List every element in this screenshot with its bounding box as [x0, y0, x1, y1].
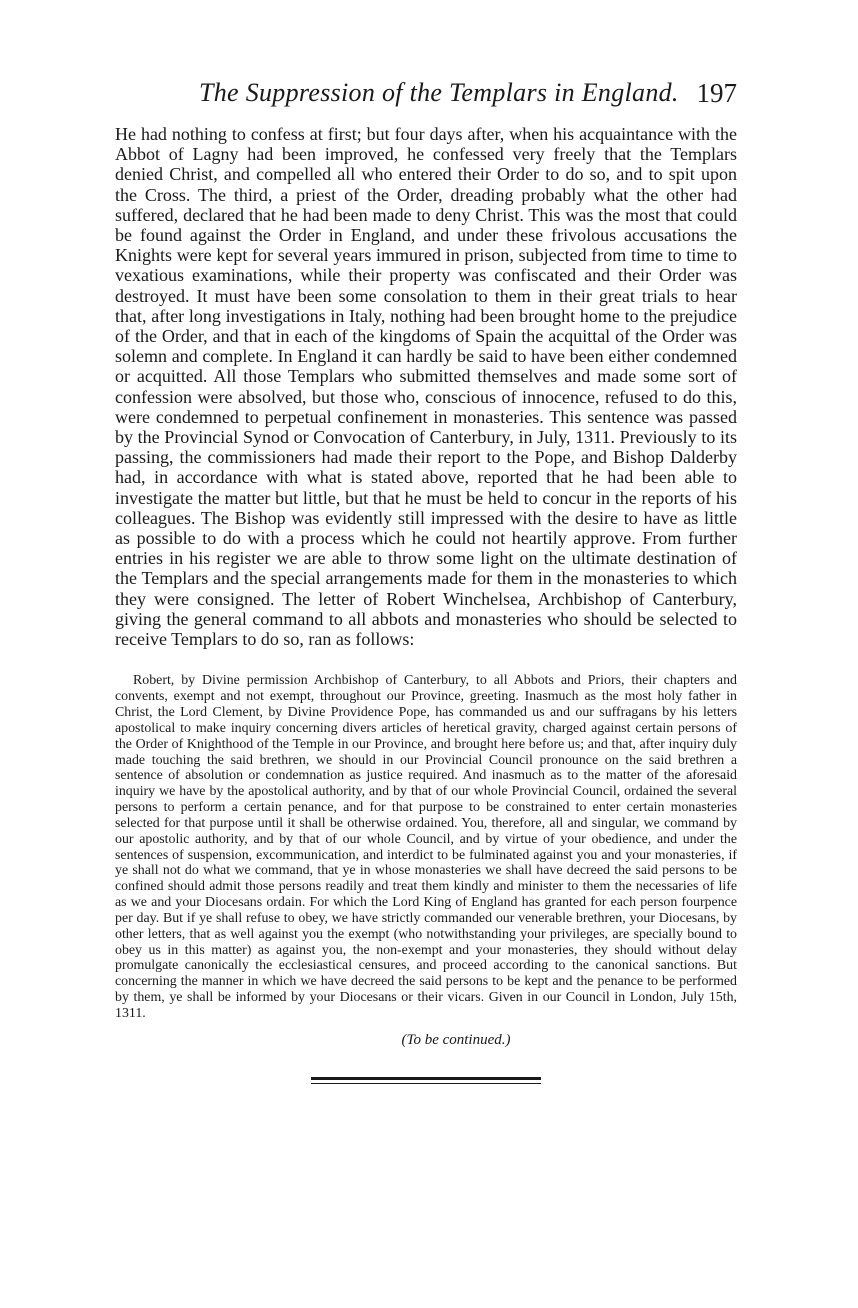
page-number: 197 [696, 78, 737, 108]
to-be-continued-note: (To be continued.) [401, 1031, 511, 1048]
main-paragraph: He had nothing to confess at first; but four days after, when his acquaintance with the Abbot of Lagny had been improved, he confessed very freely that the Templars denied Christ, and compelled all who entered their Order to do so, and to spit upon the Cross. The third, a priest of the Order, dreading probably what the other had suffered, declared that he had been made to deny Christ. This was the most that could be found against the Order in England, and under these frivolous accusations the Knights were kept for several years immured in prison, subjected from time to time to vexatious examinations, while their property was confiscated and their Order was destroyed. It must have been some consolation to them in their great trials to hear that, after long investigations in Italy, nothing had been brought home to the prejudice of the Order, and that in each of the kingdoms of Spain the acquittal of the Order was solemn and complete. In England it can hardly be said to have been either condemned or acquitted. All those Templars who submitted themselves and made some sort of confession were absolved, but those who, conscious of innocence, refused to do this, were condemned to perpetual confinement in monasteries. This sentence was passed by the Provincial Synod or Convocation of Canterbury, in July, 1311. Previously to its passing, the commissioners had made their report to the Pope, and Bishop Dalderby had, in accordance with what is stated above, reported that he had been able to investigate the matter but little, but that he must be held to concur in the reports of his colleagues. The Bishop was evidently still impressed with the desire to have as little as possible to do with a process which he could not heartily approve. From further entries in his register we are able to throw some light on the ultimate destination of the Templars and the special arrangements made for them in the monasteries to which they were consigned. The letter of Robert Winchelsea, Archbishop of Canterbury, giving the general command to all abbots and monasteries who should be selected to receive Templars to do so, ran as follows: [115, 124, 737, 650]
archbishop-letter-quotation [115, 673, 737, 1022]
end-rule-thin-line [311, 1083, 541, 1084]
running-head [115, 78, 737, 124]
end-rule [311, 1077, 541, 1084]
body-text [115, 124, 737, 649]
quotation-paragraph: Robert, by Divine permission Archbishop of Canterbury, to all Abbots and Priors, their chapters and convents, exempt and not exempt, throughout our Province, greeting. Inasmuch as the most holy father in Christ, the Lord Clement, by Divine Providence Pope, has commanded us and our suffragans by his letters apostolical to make inquiry concerning divers articles of heretical gravity, charged against certain persons of the Order of Knighthood of the Temple in our Province, and brought here before us; and that, after inquiry duly made touching the said brethren, we should in our Provincial Council pronounce on the said brethren a sentence of absolution or condemnation as justice required. And inasmuch as to the matter of the aforesaid inquiry we have by the apostolical authority, and by that of our whole Provincial Council, ordained the several persons to perform a certain penance, and for that purpose to be constrained to enter certain monasteries selected for that purpose until it shall be otherwise ordained. You, therefore, all and singular, we command by our apostolic authority, and by that of our whole Council, and by virtue of your obedience, and under the sentences of suspension, excommunication, and interdict to be fulminated against you and your monasteries, if ye shall not do what we command, that ye in whose monasteries we shall have decreed the said persons to be confined should admit those persons readily and treat them kindly and minister to them the necessaries of life as we and your Diocesans ordain. For which the Lord King of England has granted for each person fourpence per day. But if ye shall refuse to obey, we have strictly commanded our venerable brethren, your Diocesans, by other letters, that as well against you the exempt (who notwithstanding your privileges, are specially bound to obey us in this matter) as against you, the non-exempt and your monasteries, they should without delay promulgate canonically the ecclesiastical censures, and proceed according to the canonical sanctions. But concerning the manner in which we have decreed the said persons to be kept and the penance to be performed by them, ye shall be informed by your Diocesans or their vicars. Given in our Council in London, July 15th, 1311. [115, 673, 737, 1021]
running-title: The Suppression of the Templars in England. [199, 78, 679, 107]
end-rule-thick-line [311, 1077, 541, 1080]
document-page [115, 78, 737, 1084]
